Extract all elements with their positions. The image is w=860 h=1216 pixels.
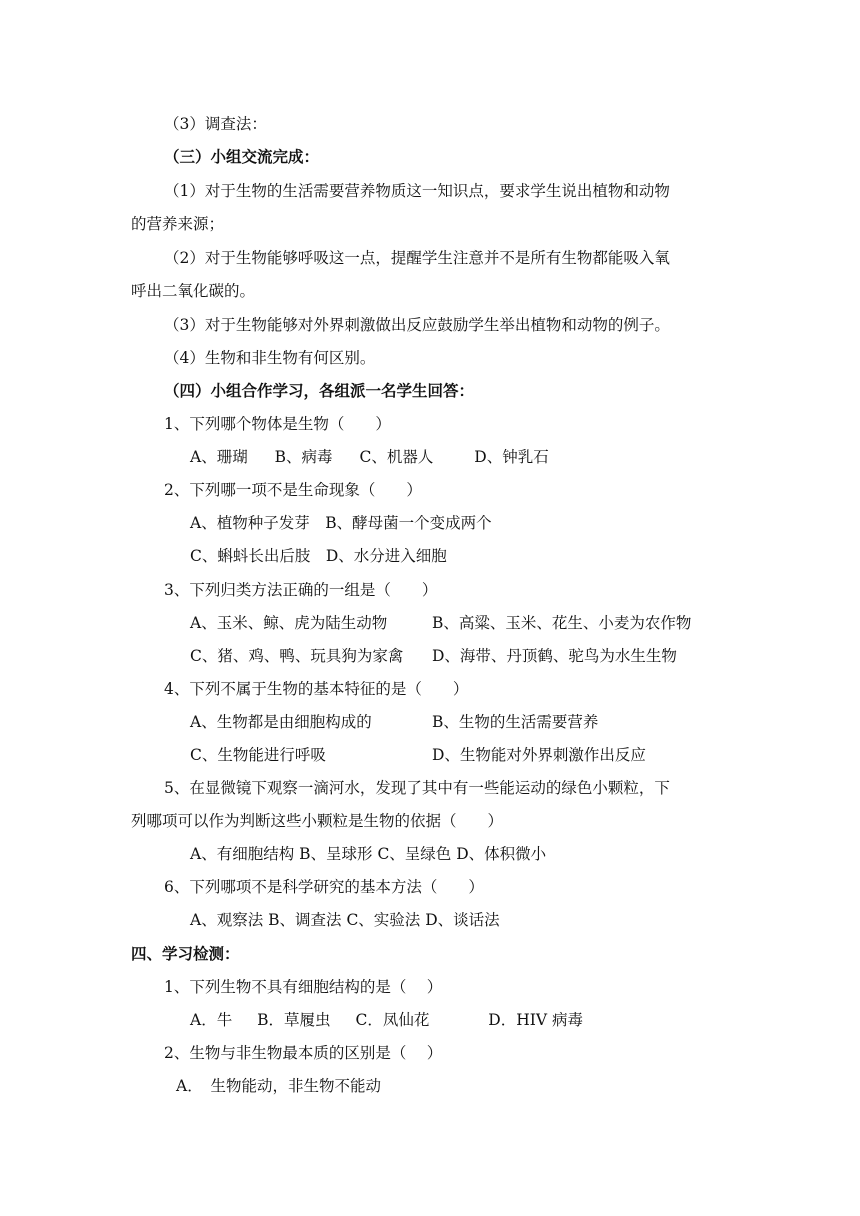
paragraph-2-line-1: （2）对于生物能够呼吸这一点，提醒学生注意并不是所有生物都能吸入氧 <box>164 249 670 267</box>
question-2-options-ab: A、植物种子发芽 B、酵母菌一个变成两个 <box>190 514 492 532</box>
test-question-1-options <box>190 1009 583 1031</box>
option-c: C、机器人 <box>359 448 434 466</box>
question-3-option-a: A、玉米、鲸、虎为陆生动物 <box>190 614 388 632</box>
question-1: 1、下列哪个物体是生物（ ） <box>164 415 391 433</box>
test-question-2: 2、生物与非生物最本质的区别是（ ） <box>164 1044 443 1062</box>
question-6-options: A、观察法 B、调查法 C、实验法 D、谈话法 <box>190 911 500 929</box>
method-survey-line: （3）调查法： <box>164 115 267 133</box>
option-b: B．草履虫 <box>257 1011 331 1029</box>
option-a: A、珊瑚 <box>190 448 248 466</box>
question-3-option-c: C、猪、鸡、鸭、玩具狗为家禽 <box>190 647 404 665</box>
question-4-option-a: A、生物都是由细胞构成的 <box>190 713 372 731</box>
question-1-options <box>190 446 549 468</box>
question-4-option-d: D、生物能对外界刺激作出反应 <box>432 746 646 764</box>
question-2: 2、下列哪一项不是生命现象（ ） <box>164 481 422 499</box>
test-question-1: 1、下列生物不具有细胞结构的是（ ） <box>164 978 443 996</box>
question-3: 3、下列归类方法正确的一组是（ ） <box>164 581 438 599</box>
question-4-option-b: B、生物的生活需要营养 <box>432 713 599 731</box>
option-b: B、病毒 <box>274 448 333 466</box>
question-5-line-1: 5、在显微镜下观察一滴河水，发现了其中有一些能运动的绿色小颗粒，下 <box>164 779 670 797</box>
section-heading-group-cooperation: （四）小组合作学习，各组派一名学生回答： <box>164 381 475 400</box>
question-4-option-c: C、生物能进行呼吸 <box>190 746 326 764</box>
question-3-option-b: B、高粱、玉米、花生、小麦为农作物 <box>432 614 692 632</box>
option-c: C．凤仙花 <box>355 1011 430 1029</box>
question-3-option-d: D、海带、丹顶鹤、驼鸟为水生生物 <box>432 647 677 665</box>
option-d: D、钟乳石 <box>474 448 549 466</box>
option-d: D．HIV 病毒 <box>488 1011 583 1029</box>
section-heading-learning-test: 四、学习检测： <box>131 944 240 963</box>
question-5-line-2: 列哪项可以作为判断这些小颗粒是生物的依据（ ） <box>131 812 504 830</box>
question-4: 4、下列不属于生物的基本特征的是（ ） <box>164 680 469 698</box>
option-a: A．牛 <box>190 1011 233 1029</box>
paragraph-3: （3）对于生物能够对外界刺激做出反应鼓励学生举出植物和动物的例子。 <box>164 316 670 334</box>
test-question-2-option-a: A． 生物能动，非生物不能动 <box>176 1077 381 1095</box>
paragraph-1-line-2: 的营养来源； <box>131 215 225 233</box>
section-heading-group-discussion: （三）小组交流完成： <box>164 147 320 166</box>
question-5-options: A、有细胞结构 B、呈球形 C、呈绿色 D、体积微小 <box>190 845 547 863</box>
paragraph-4: （4）生物和非生物有何区别。 <box>164 349 376 367</box>
paragraph-1-line-1: （1）对于生物的生活需要营养物质这一知识点，要求学生说出植物和动物 <box>164 182 670 200</box>
paragraph-2-line-2: 呼出二氧化碳的。 <box>131 282 256 300</box>
question-6: 6、下列哪项不是科学研究的基本方法（ ） <box>164 878 484 896</box>
question-2-options-cd: C、蝌蚪长出后肢 D、水分进入细胞 <box>190 547 447 565</box>
